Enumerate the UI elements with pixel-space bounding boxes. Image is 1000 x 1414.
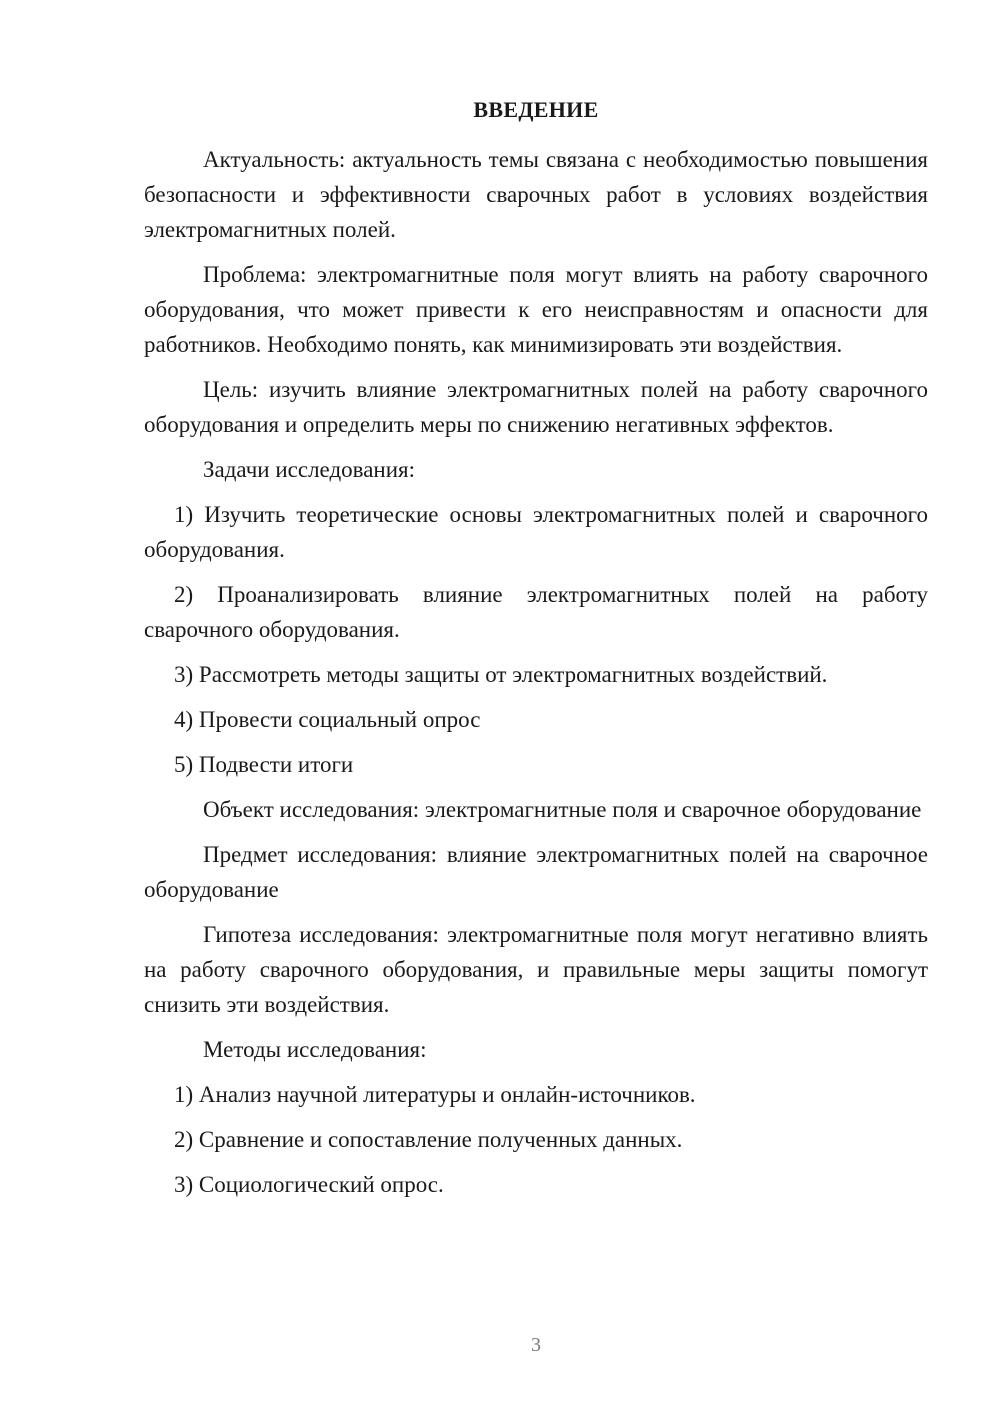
page-title: ВВЕДЕНИЕ <box>473 97 599 122</box>
method-item: 2) Сравнение и сопоставление полученных данных. <box>174 1127 683 1152</box>
goal-paragraph: Цель: изучить влияние электромагнитных полей на работу сварочного оборудования и определить меры по снижению негативных эффектов. <box>144 377 928 437</box>
task-item: 4) Провести социальный опрос <box>174 707 481 732</box>
tasks-heading: Задачи исследования: <box>203 457 416 482</box>
document-body <box>144 142 928 1212</box>
subject-paragraph: Предмет исследования: влияние электромагнитных полей на сварочное оборудование <box>144 842 928 902</box>
method-item: 3) Социологический опрос. <box>174 1172 444 1197</box>
task-item: 1) Изучить теоретические основы электромагнитных полей и сварочного оборудования. <box>144 502 928 562</box>
task-item: 2) Проанализировать влияние электромагнитных полей на работу сварочного оборудования. <box>144 582 928 642</box>
object-paragraph: Объект исследования: электромагнитные поля и сварочное оборудование <box>203 797 922 822</box>
task-item: 5) Подвести итоги <box>174 752 354 777</box>
hypothesis-paragraph: Гипотеза исследования: электромагнитные поля могут негативно влиять на работу сварочного оборудования, и правильные меры защиты помогут снизить эти воздействия. <box>144 922 928 1017</box>
page-number: 3 <box>531 1334 541 1356</box>
relevance-paragraph: Актуальность: актуальность темы связана с необходимостью повышения безопасности и эффективности сварочных работ в условиях воздействия электромагнитных полей. <box>144 147 928 242</box>
method-item: 1) Анализ научной литературы и онлайн-источников. <box>174 1082 696 1107</box>
task-item: 3) Рассмотреть методы защиты от электромагнитных воздействий. <box>174 662 828 687</box>
problem-paragraph: Проблема: электромагнитные поля могут влиять на работу сварочного оборудования, что может привести к его неисправностям и опасности для работников. Необходимо понять, как минимизировать эти воздействия. <box>144 262 928 357</box>
methods-heading: Методы исследования: <box>203 1037 427 1062</box>
